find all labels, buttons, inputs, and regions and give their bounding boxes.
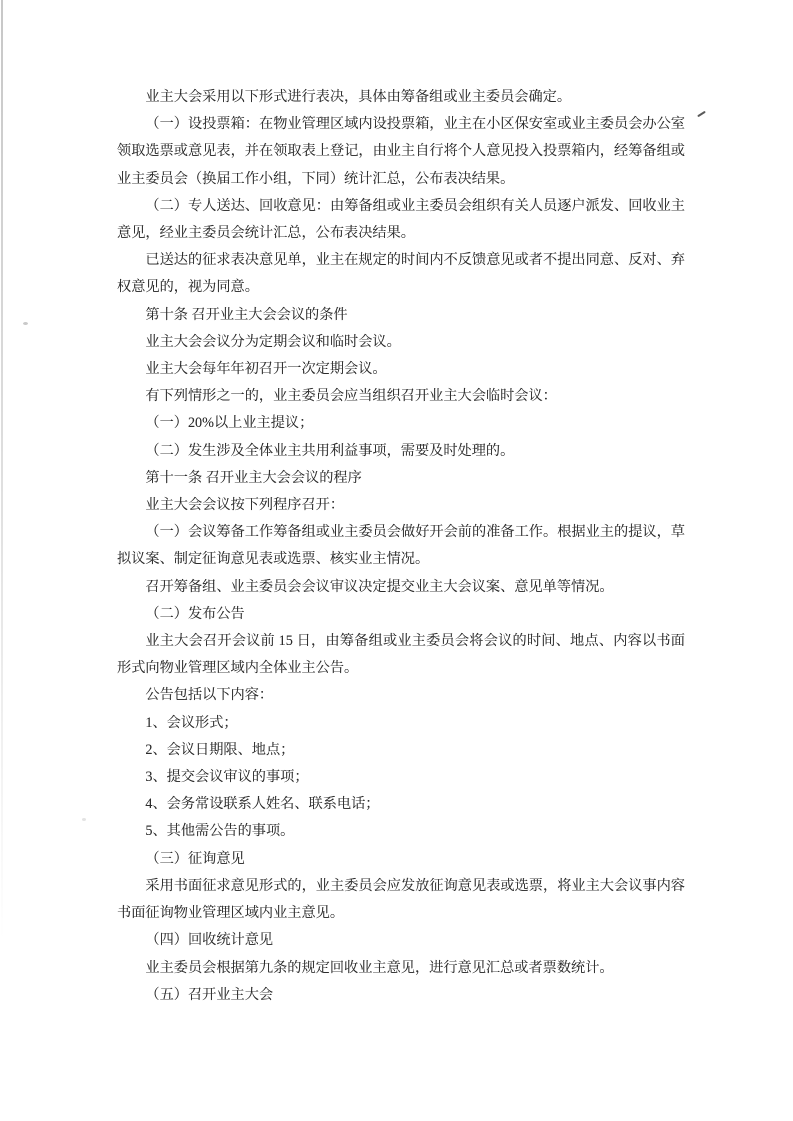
- document-paragraph: （二）发生涉及全体业主共用利益事项，需要及时处理的。: [145, 442, 515, 459]
- document-paragraph: 2、会议日期限、地点；: [145, 741, 295, 758]
- document-paragraph: （一）会议筹备工作筹备组或业主委员会做好开会前的准备工作。根据业主的提议，草拟议案、制定征询意见表或选票、核实业主情况。: [117, 524, 685, 568]
- document-paragraph: （四）回收统计意见: [145, 932, 274, 949]
- scan-mark-artifact: [697, 111, 706, 117]
- document-paragraph: 已送达的征求表决意见单，业主在规定的时间内不反馈意见或者不提出同意、反对、弃权意见的，视为同意。: [117, 252, 685, 296]
- article-heading: 第十一条 召开业主大会会议的程序: [145, 469, 362, 486]
- document-paragraph: 业主大会采用以下形式进行表决，具体由筹备组或业主委员会确定。: [145, 89, 572, 105]
- document-paragraph: 公告包括以下内容：: [145, 687, 274, 704]
- document-paragraph: （三）征询意见: [145, 850, 245, 867]
- document-paragraph: 1、会议形式；: [145, 714, 238, 731]
- document-paragraph: （二）专人送达、回收意见：由筹备组或业主委员会组织有关人员逐户派发、回收业主意见，经业主委员会统计汇总，公布表决结果。: [117, 197, 685, 242]
- document-paragraph: 业主委员会根据第九条的规定回收业主意见，进行意见汇总或者票数统计。: [145, 959, 614, 976]
- document-paragraph: 召开筹备组、业主委员会会议审议决定提交业主大会议案、意见单等情况。: [145, 578, 614, 595]
- document-paragraph: 业主大会召开会议前 15 日，由筹备组或业主委员会将会议的时间、地点、内容以书面形式向物业管理区域内全体业主公告。: [117, 633, 685, 677]
- document-paragraph: 业主大会会议分为定期会议和临时会议。: [145, 333, 401, 350]
- scan-speck-artifact: [23, 322, 28, 325]
- document-paragraph: 5、其他需公告的事项。: [145, 823, 295, 840]
- document-paragraph: （一）20%以上业主提议；: [145, 415, 314, 432]
- document-paragraph: 有下列情形之一的，业主委员会应当组织召开业主大会临时会议：: [145, 388, 557, 405]
- scan-speck-artifact: [82, 818, 86, 821]
- document-paragraph: 4、会务常设联系人姓名、联系电话；: [145, 796, 380, 813]
- document-paragraph: （一）设投票箱：在物业管理区域内设投票箱，业主在小区保安室或业主委员会办公室领取选票或意见表，并在领取表上登记，由业主自行将个人意见投入投票箱内，经筹备组或业主委员会（换届工作小组，下同）统计汇总，公布表决结果。: [117, 116, 685, 187]
- article-heading: 第十条 召开业主大会会议的条件: [145, 306, 348, 323]
- document-paragraph: （二）发布公告: [145, 605, 245, 622]
- document-paragraph: 采用书面征求意见形式的，业主委员会应发放征询意见表或选票，将业主大会议事内容书面征询物业管理区域内业主意见。: [117, 877, 685, 922]
- document-paragraph: （五）召开业主大会: [145, 986, 274, 1003]
- document-paragraph: 3、提交会议审议的事项；: [145, 769, 309, 786]
- document-paragraph: 业主大会会议按下列程序召开：: [145, 497, 345, 514]
- document-paragraph: 业主大会每年年初召开一次定期会议。: [145, 361, 387, 378]
- document-text: [117, 84, 685, 1009]
- scan-edge-artifact: [1, 0, 3, 940]
